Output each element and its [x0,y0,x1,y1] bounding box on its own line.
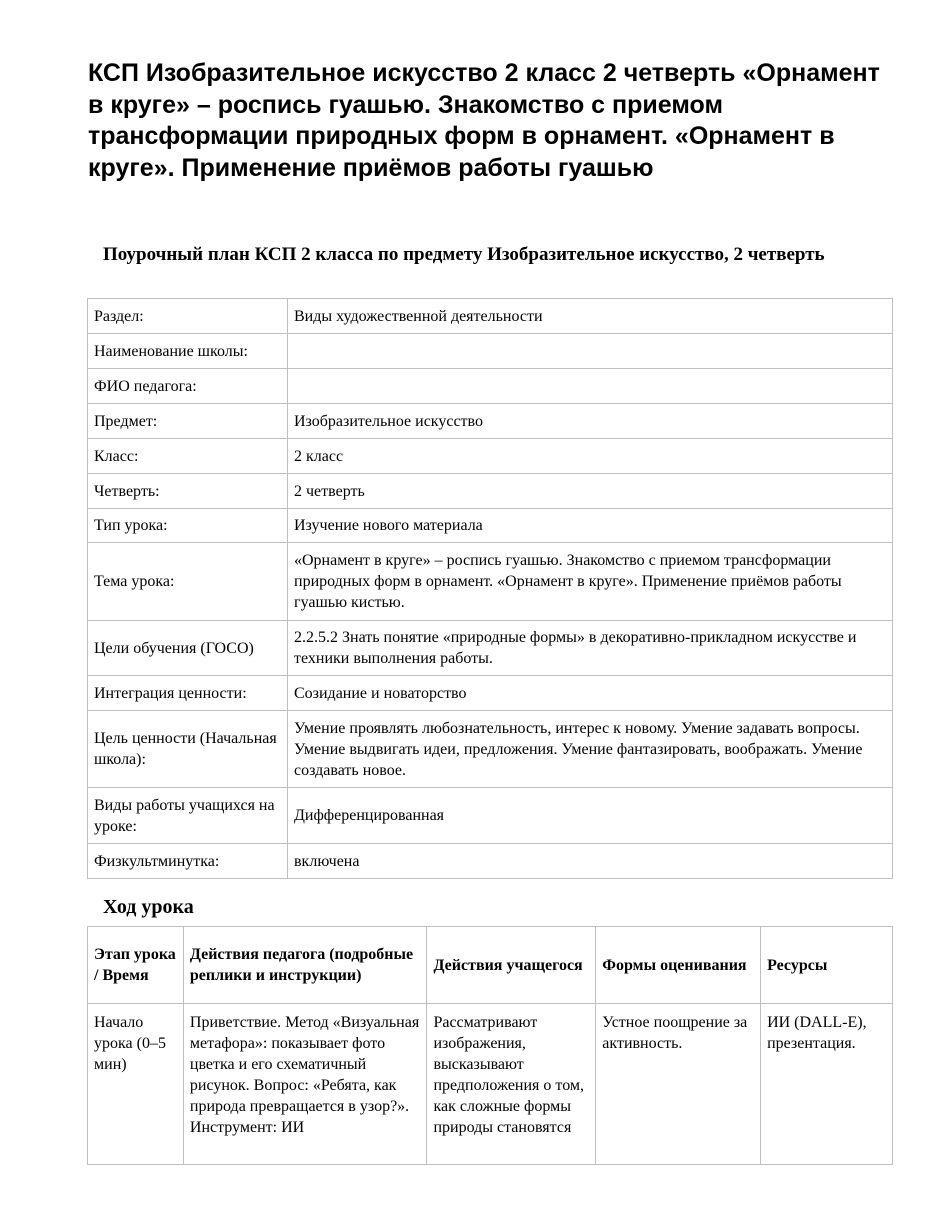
row-label: Четверть: [88,474,288,509]
row-label: Класс: [88,439,288,474]
row-label: Предмет: [88,404,288,439]
row-value [288,334,893,369]
plan-subtitle: Поурочный план КСП 2 класса по предмету Изобразительное искусство, 2 четверть [103,244,825,265]
row-label: Тема урока: [88,543,288,621]
row-label: Виды работы учащихся на уроке: [88,788,288,844]
row-value: Дифференцированная [288,788,893,844]
row-value [288,369,893,404]
column-header-student: Действия учащегося [427,927,596,1004]
table-row [88,299,893,334]
table-row [88,439,893,474]
table-row [88,788,893,844]
table-row [88,621,893,676]
column-header-assessment: Формы оценивания [596,927,761,1004]
row-label: Интеграция ценности: [88,676,288,711]
row-value: 2 четверть [288,474,893,509]
cell-student-actions: Рассматривают изображения, высказывают предположения о том, как сложные формы природы становятся [427,1004,596,1165]
row-value: включена [288,844,893,879]
table-row [88,334,893,369]
row-value: Умение проявлять любознательность, интерес к новому. Умение задавать вопросы. Умение выдвигать идеи, предложения. Умение фантазировать, воображать. Умение создавать новое. [288,711,893,788]
cell-resources: ИИ (DALL-E), презентация. [761,1004,893,1165]
cell-teacher-actions: Приветствие. Метод «Визуальная метафора»: показывает фото цветка и его схематичный рисунок. Вопрос: «Ребята, как природа превращается в узор?». Инструмент: ИИ [183,1004,427,1165]
table-row [88,474,893,509]
table-row [88,404,893,439]
cell-stage: Начало урока (0–5 мин) [88,1004,184,1165]
lesson-info-table [87,298,893,879]
row-label: Наименование школы: [88,334,288,369]
row-value: Виды художественной деятельности [288,299,893,334]
table-row [88,844,893,879]
table-row [88,711,893,788]
row-value: 2 класс [288,439,893,474]
row-label: Цель ценности (Начальная школа): [88,711,288,788]
row-value: Изучение нового материала [288,509,893,543]
column-header-teacher: Действия педагога (подробные реплики и инструкции) [183,927,427,1004]
column-header-resources: Ресурсы [761,927,893,1004]
row-label: ФИО педагога: [88,369,288,404]
cell-assessment: Устное поощрение за активность. [596,1004,761,1165]
row-label: Цели обучения (ГОСО) [88,621,288,676]
row-value: Изобразительное искусство [288,404,893,439]
row-value: 2.2.5.2 Знать понятие «природные формы» в декоративно-прикладном искусстве и техники выполнения работы. [288,621,893,676]
document-title: КСП Изобразительное искусство 2 класс 2 четверть «Орнамент в круге» – роспись гуашью. Знакомство с приемом трансформации природных форм в орнамент. «Орнамент в круге». Применение приёмов работы гуашью [88,59,880,182]
table-row [88,369,893,404]
row-value: Созидание и новаторство [288,676,893,711]
table-header-row [88,927,893,1004]
row-value: «Орнамент в круге» – роспись гуашью. Знакомство с приемом трансформации природных форм в орнамент. «Орнамент в круге». Применение приёмов работы гуашью кистью. [288,543,893,621]
row-label: Раздел: [88,299,288,334]
lesson-progress-heading: Ход урока [103,896,194,918]
row-label: Физкультминутка: [88,844,288,879]
table-row [88,543,893,621]
column-header-stage: Этап урока / Время [88,927,184,1004]
table-row [88,509,893,543]
table-row [88,1004,893,1165]
table-row [88,676,893,711]
row-label: Тип урока: [88,509,288,543]
lesson-progress-table [87,926,893,1165]
